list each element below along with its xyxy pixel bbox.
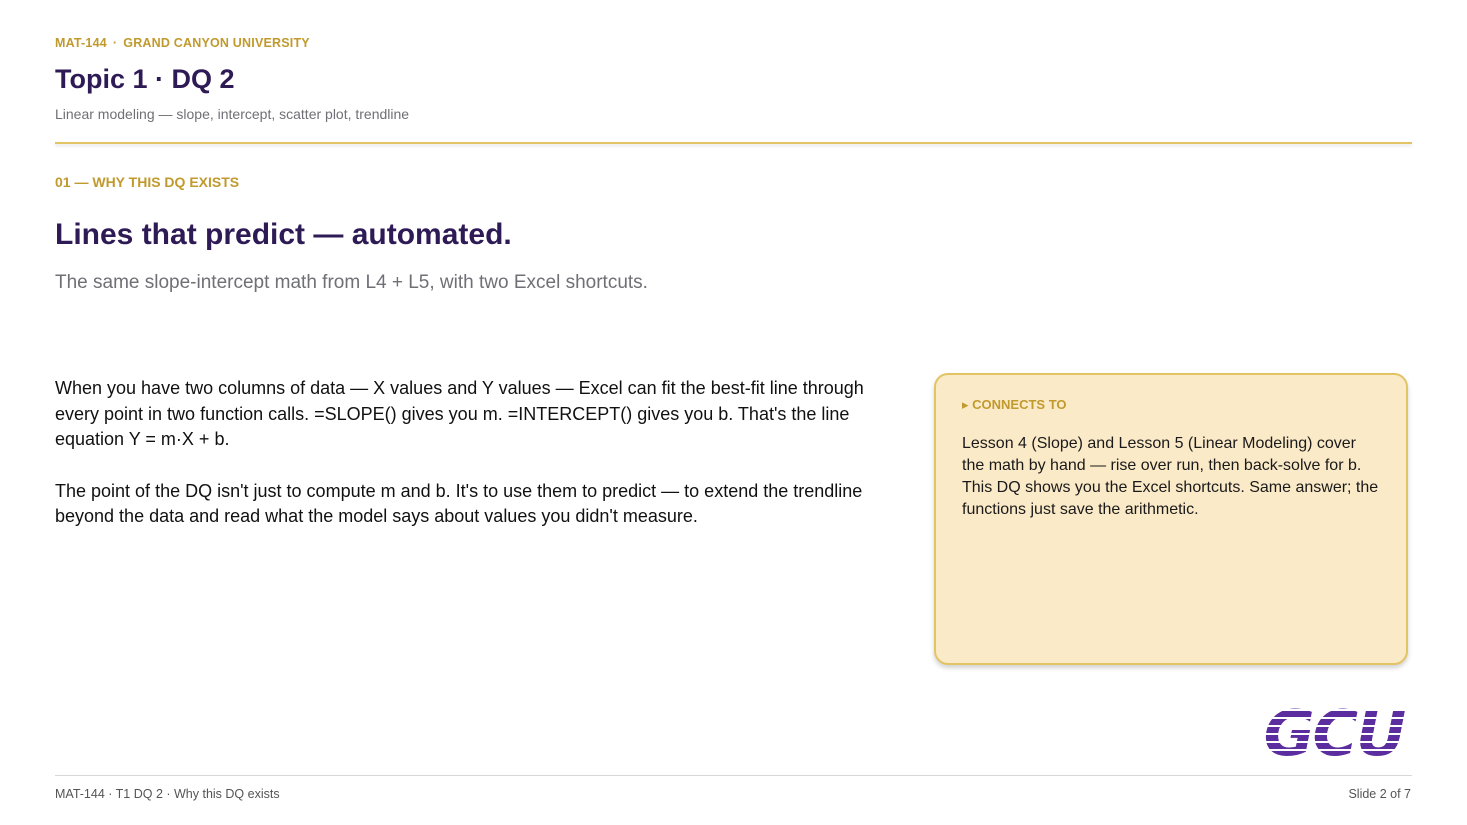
logo-text: GCU [1263, 703, 1405, 761]
page-title: Topic 1 · DQ 2 [55, 64, 235, 94]
header-divider [55, 142, 1412, 144]
callout-text: Lesson 4 (Slope) and Lesson 5 (Linear Modeling) cover the math by hand — rise over run, then back-solve for b. This DQ shows you the Excel shortcuts. Same answer; the functions just save the arithmetic. [962, 435, 1379, 518]
footer-divider [55, 775, 1412, 776]
eyebrow-separator: · [112, 36, 118, 50]
connects-to-callout [934, 373, 1408, 665]
section-label: 01 — WHY THIS DQ EXISTS [55, 174, 240, 190]
section-headline: Lines that predict — automated. [55, 218, 512, 251]
callout-label: ▸ CONNECTS TO [962, 397, 1067, 412]
course-eyebrow [55, 36, 310, 50]
school-name: GRAND CANYON UNIVERSITY [123, 36, 310, 50]
gcu-logo [1258, 703, 1410, 761]
body-paragraph: When you have two columns of data — X values and Y values — Excel can fit the best-fit line through every point in two function calls. =SLOPE() gives you m. =INTERCEPT() gives you b. That's the line equation Y = m·X + b. [55, 378, 864, 449]
body-paragraph: The point of the DQ isn't just to compute m and b. It's to use them to predict — to extend the trendline beyond the data and read what the model says about values you didn't measure. [55, 480, 863, 526]
section-lede: The same slope-intercept math from L4 + L5, with two Excel shortcuts. [55, 272, 648, 293]
slide-counter: Slide 2 of 7 [1348, 787, 1411, 801]
body-text [55, 376, 875, 556]
footer-breadcrumb: MAT-144 · T1 DQ 2 · Why this DQ exists [55, 787, 280, 801]
page-subtitle: Linear modeling — slope, intercept, scatter plot, trendline [55, 106, 410, 122]
course-code: MAT-144 [55, 36, 107, 50]
